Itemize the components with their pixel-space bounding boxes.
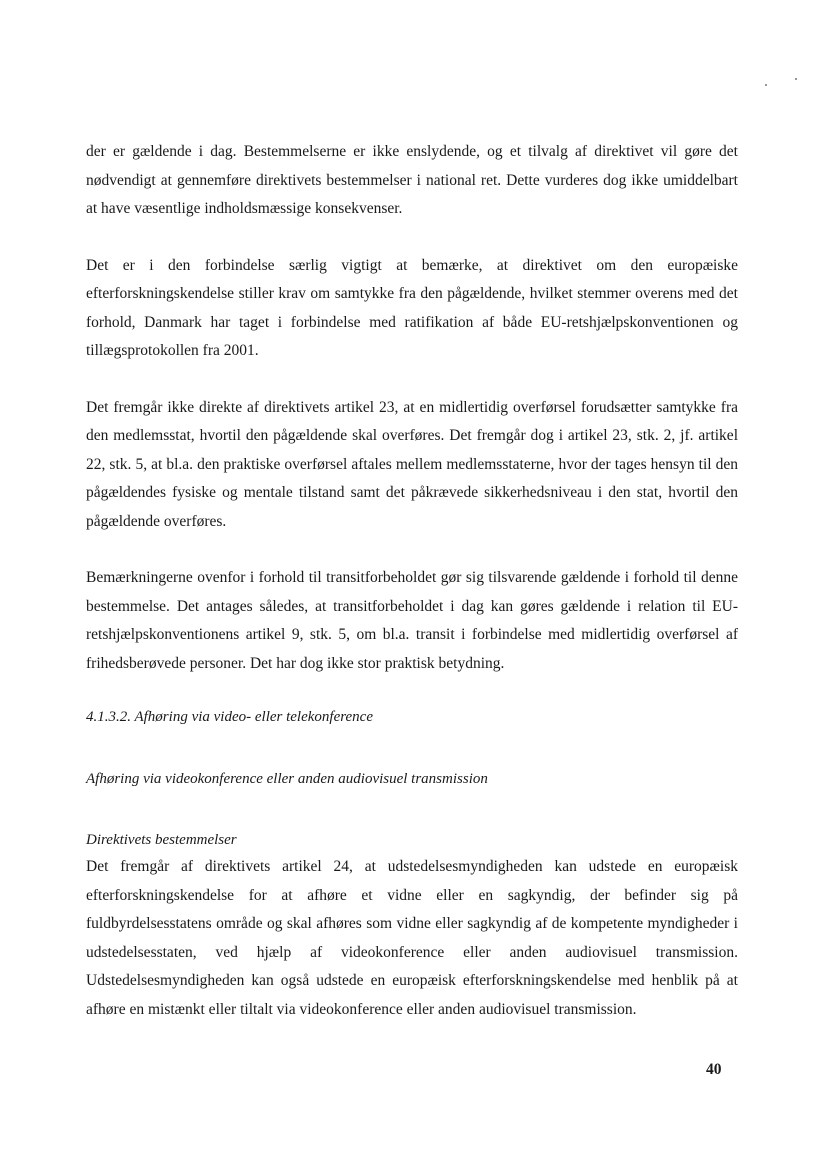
scan-speck	[795, 78, 797, 80]
page-number: 40	[706, 1061, 722, 1078]
body-paragraph-5: Det fremgår af direktivets artikel 24, at udstedelsesmyndigheden kan udstede en europæisk efterforskningskendelse for at afhøre et vidne eller en sagkyndig, der befinder sig på fuldbyrdelsesstatens område og skal afhøres som vidne eller sagkyndig af de kompetente myndigheder i udstedelsesstaten, ved hjælp af videokonference eller anden audiovisuel transmission. Udstedelsesmyndigheden kan også udstede en europæisk efterforskningskendelse med henblik på at afhøre en mistænkt eller tiltalt via videokonference eller anden audiovisuel transmission.	[86, 858, 738, 1018]
body-paragraph-4: Bemærkningerne ovenfor i forhold til transitforbeholdet gør sig tilsvarende gældende i forhold til denne bestemmelse. Det antages således, at transitforbeholdet i dag kan gøres gældende i relation til EU-retshjælpskonventionens artikel 9, stk. 5, om bl.a. transit i forbindelse med midlertidig overførsel af frihedsberøvede personer. Det har dog ikke stor praktisk betydning.	[86, 569, 738, 672]
scan-speck	[765, 84, 767, 86]
subsection-heading: Afhøring via videokonference eller anden audiovisuel transmission	[86, 771, 488, 787]
document-body	[86, 138, 738, 1024]
section-heading: 4.1.3.2. Afhøring via video- eller telekonference	[86, 709, 373, 725]
body-paragraph-3: Det fremgår ikke direkte af direktivets artikel 23, at en midlertidig overførsel forudsætter samtykke fra den medlemsstat, hvortil den pågældende skal overføres. Det fremgår dog i artikel 23, stk. 2, jf. artikel 22, stk. 5, at bl.a. den praktiske overførsel aftales mellem medlemsstaterne, hvor der tages hensyn til den pågældendes fysiske og mentale tilstand samt det påkrævede sikkerhedsniveau i den stat, hvortil den pågældende overføres.	[86, 398, 738, 530]
body-paragraph-2: Det er i den forbindelse særlig vigtigt at bemærke, at direktivet om den europæiske efterforskningskendelse stiller krav om samtykke fra den pågældende, hvilket stemmer overens med det forhold, Danmark har taget i forbindelse med ratifikation af både EU-retshjælpskonventionen og tillægsprotokollen fra 2001.	[86, 256, 738, 359]
body-paragraph-1: der er gældende i dag. Bestemmelserne er ikke enslydende, og et tilvalg af direktivet vil gøre det nødvendigt at gennemføre direktivets bestemmelser i national ret. Dette vurderes dog ikke umiddelbart at have væsentlige indholdsmæssige konsekvenser.	[86, 143, 738, 217]
label-heading: Direktivets bestemmelser	[86, 832, 237, 848]
